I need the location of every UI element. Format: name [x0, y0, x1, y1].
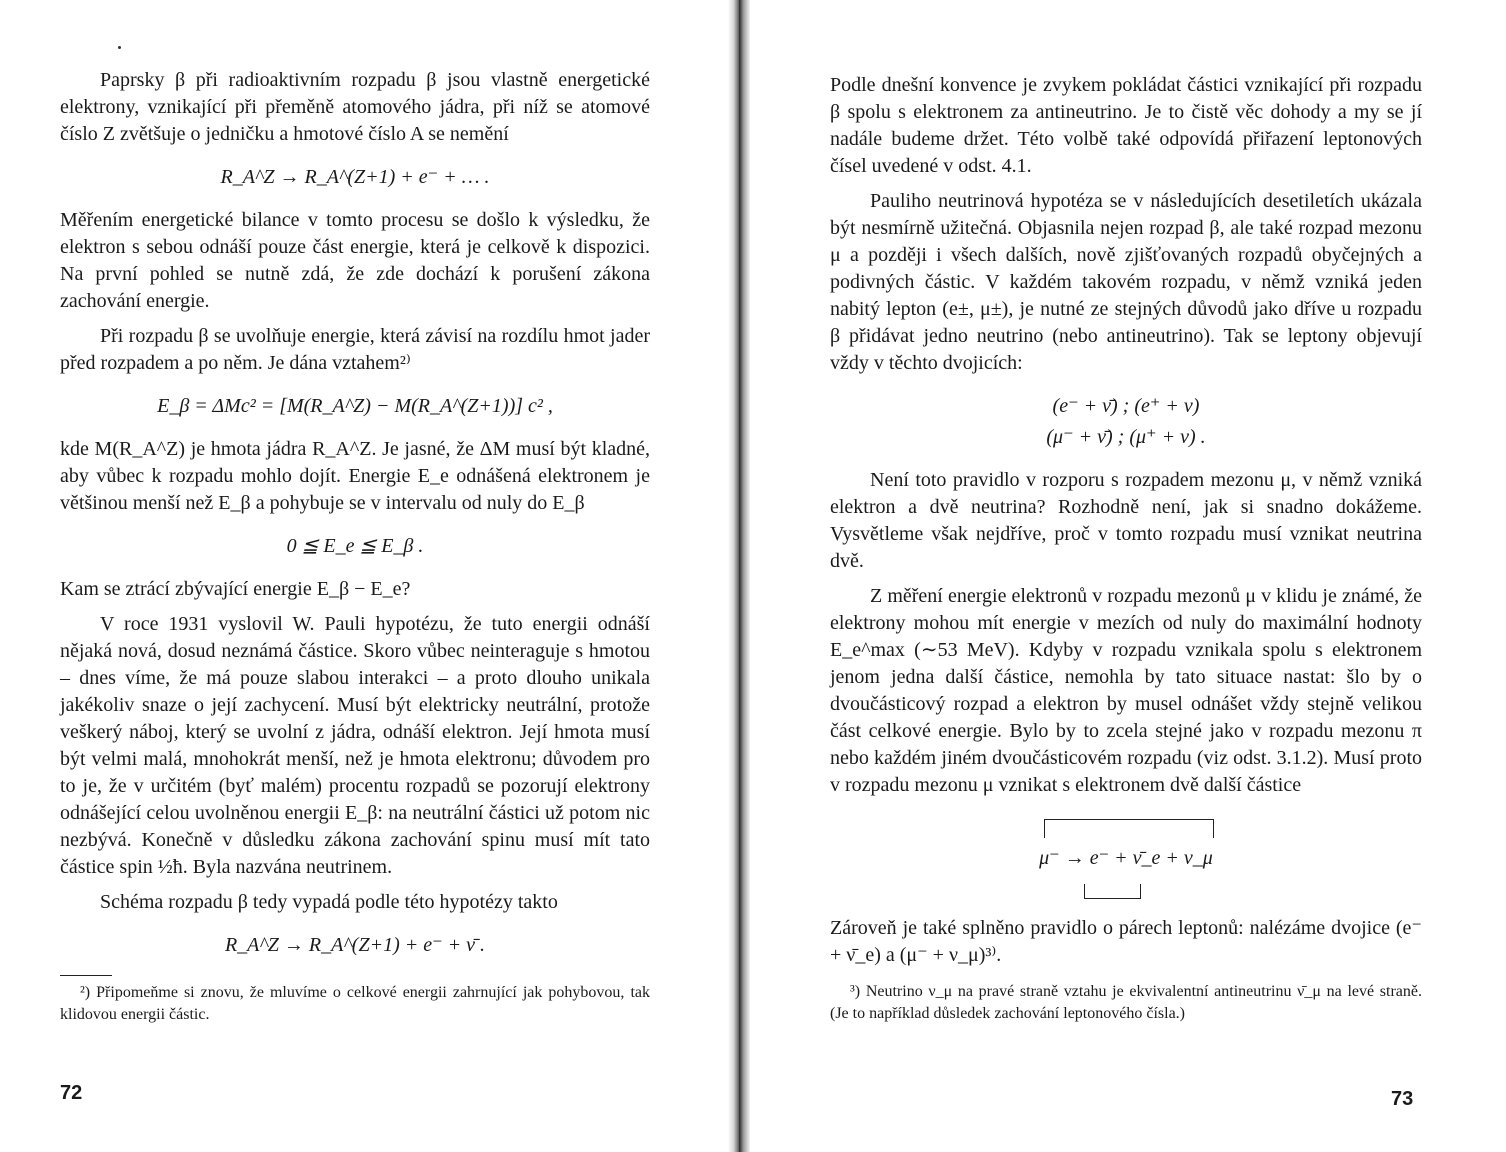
- equation: E_β = ΔMc² = [M(R_A^Z) − M(R_A^(Z+1))] c² ,: [157, 395, 553, 417]
- paragraph: Podle dnešní konvence je zvykem pokládat částici vznikající při rozpadu β spolu s elektronem za antineutrino. Je to čistě věc dohody a my se jí nadále budeme držet. Této volbě také odpovídá přiřazení leptonových čísel uvedené v odst. 4.1.: [830, 74, 1422, 177]
- equation: (e⁻ + ν̄) ; (e⁺ + ν): [1052, 395, 1200, 417]
- left-page: [0, 0, 735, 1152]
- paragraph: Měřením energetické bilance v tomto procesu se došlo k výsledku, že elektron s sebou odnáší pouze část energie, která je celkově k dispozici. Na první pohled se nutně zdá, že zde dochází k porušení zákona zachování energie.: [60, 209, 650, 312]
- equation: (μ⁻ + ν̄) ; (μ⁺ + ν) .: [1046, 426, 1206, 448]
- page-number: 72: [60, 1082, 83, 1104]
- paragraph: Zároveň je také splněno pravidlo o párech leptonů: nalézáme dvojice (e⁻ + ν̄_e) a (μ⁻ + ν_μ)³⁾.: [830, 917, 1422, 966]
- paragraph: Paprsky β při radioaktivním rozpadu β jsou vlastně energetické elektrony, vznikající při přeměně atomového jádra, při níž se atomové číslo Z zvětšuje o jedničku a hmotové číslo A se nemění: [60, 69, 650, 145]
- paragraph: Z měření energie elektronů v rozpadu mezonů μ v klidu je známé, že elektrony mohou mít energie v mezích od nuly do maximální hodnoty E_e^max (∼53 MeV). Kdyby v rozpadu vznikala spolu s elektronem jenom jedna další částice, nemohla by tato situace nastat: šlo by o dvoučásticový rozpad a elektron by musel odnášet vždy stejně velikou část celkové energie. Bylo by to zcela stejné jako v rozpadu mezonu π nebo každém jiném dvoučásticovém rozpadu (viz odst. 3.1.2). Musí proto v rozpadu mezonu μ vznikat s elektronem dvě další částice: [830, 585, 1422, 796]
- ink-dot: [118, 46, 121, 49]
- paragraph: kde M(R_A^Z) je hmota jádra R_A^Z. Je jasné, že ΔM musí být kladné, aby vůbec k rozpadu mohlo dojít. Energie E_e odnášená elektronem je většinou menší než E_β a pohybuje se v intervalu od nuly do E_β: [60, 438, 650, 514]
- paragraph: Schéma rozpadu β tedy vypadá podle této hypotézy takto: [100, 891, 558, 913]
- scheme-arrow-bottom: [1084, 884, 1141, 899]
- decay-scheme: [1026, 819, 1226, 899]
- equation: R_A^Z → R_A^(Z+1) + e⁻ + … .: [220, 166, 490, 188]
- page-number: 73: [1391, 1088, 1414, 1110]
- paragraph: Není toto pravidlo v rozporu s rozpadem mezonu μ, v němž vzniká elektron a dvě neutrina? Rozhodně není, jak si snadno dokážeme. Vysvětleme však nejdříve, proč v tomto rozpadu musí vznikat neutrina dvě.: [830, 469, 1422, 572]
- scheme-formula: μ⁻ → e⁻ + ν̄_e + ν_μ: [1039, 847, 1213, 869]
- equation: 0 ≦ E_e ≦ E_β .: [286, 535, 424, 557]
- right-page: [745, 0, 1506, 1152]
- scheme-arrow-top: [1044, 819, 1214, 838]
- paragraph: V roce 1931 vyslovil W. Pauli hypotézu, že tuto energii odnáší nějaká nová, dosud neznámá částice. Skoro vůbec neinteraguje s hmotou – dnes víme, že má pouze slabou interakci – a proto dlouho unikala jakékoliv snaze o její zachycení. Musí být elektricky neutrální, protože veškerý náboj, který se uvolní z jádra, odnáší elektron. Její hmota musí být velmi malá, mnohokrát menší, než je hmota elektronu; důvodem pro to je, že v určitém (byť malém) procentu rozpadů se pozorují elektrony odnášející celou uvolněnou energii E_β: na neutrální částici už potom nic nezbývá. Konečně v důsledku zákona zachování spinu musí mít tato částice spin ½ħ. Byla nazvána neutrinem.: [60, 613, 650, 878]
- right-page-text: [830, 72, 1422, 1025]
- footnote-rule: [60, 975, 112, 976]
- paragraph: Pauliho neutrinová hypotéza se v následujících desetiletích ukázala být nesmírně užitečná. Objasnila nejen rozpad β, ale také rozpad mezonu μ a později i všech dalších, nově zjišťovaných rozpadů obyčejných a podivných částic. V každém takovém rozpadu, v němž vzniká jeden nabitý lepton (e±, μ±), je nutné ze stejných důvodů jako dříve u rozpadu β přidávat jedno neutrino (nebo antineutrino). Tak se leptony objevují vždy v těchto dvojicích:: [830, 190, 1422, 374]
- footnote: ²) Připomeňme si znovu, že mluvíme o celkové energii zahrnující jak pohybovou, tak klidovou energii částic.: [60, 984, 650, 1023]
- paragraph: Při rozpadu β se uvolňuje energie, která závisí na rozdílu hmot jader před rozpadem a po něm. Je dána vztahem²⁾: [60, 325, 650, 374]
- footnote: ³) Neutrino ν_μ na pravé straně vztahu je ekvivalentní antineutrinu ν̄_μ na levé straně. (Je to například důsledek zachování leptonového čísla.): [830, 983, 1422, 1022]
- left-page-text: [60, 67, 650, 1026]
- equation: R_A^Z → R_A^(Z+1) + e⁻ + ν̄ .: [224, 934, 486, 956]
- paragraph: Kam se ztrácí zbývající energie E_β − E_e?: [60, 578, 411, 600]
